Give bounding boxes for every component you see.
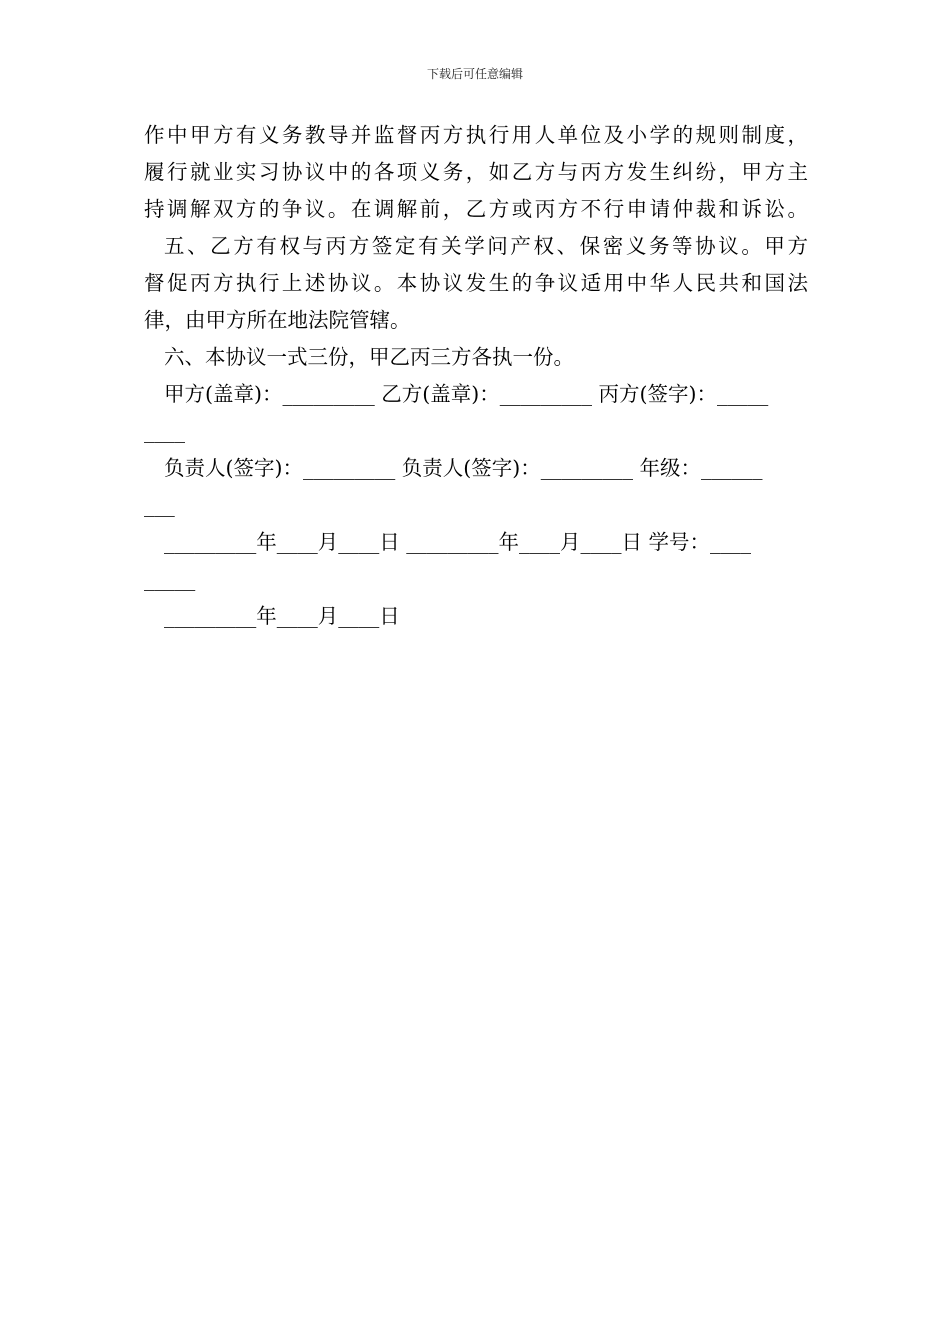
signature-line-party: 甲方(盖章)：_________ 乙方(盖章)：_________ 丙方(签字)：_____	[164, 382, 769, 406]
paragraph-line: 督促丙方执行上述协议。本协议发生的争议适用中华人民共和国法	[144, 271, 808, 295]
paragraph-line: 五、乙方有权与丙方签定有关学问产权、保密义务等协议。甲方	[164, 234, 808, 258]
paragraph-line: 律，由甲方所在地法院管辖。	[144, 308, 411, 332]
signature-line-responsible: 负责人(签字)：_________ 负责人(签字)：_________ 年级：______	[164, 456, 763, 480]
signature-line-wrap: _____	[144, 567, 196, 591]
document-body	[144, 117, 808, 635]
page-header: 下载后可任意编辑	[426, 67, 523, 81]
paragraph-line: 履行就业实习协议中的各项义务，如乙方与丙方发生纠纷，甲方主	[144, 160, 808, 184]
signature-line-wrap: ___	[144, 493, 175, 517]
paragraph-line: 六、本协议一式三份，甲乙丙三方各执一份。	[164, 345, 574, 369]
signature-line-date: _________年____月____日	[164, 604, 400, 628]
signature-line-wrap: ____	[144, 419, 185, 443]
paragraph-line: 作中甲方有义务教导并监督丙方执行用人单位及小学的规则制度，	[144, 123, 808, 147]
paragraph-line: 持调解双方的争议。在调解前，乙方或丙方不行申请仲裁和诉讼。	[144, 197, 808, 221]
signature-line-date: _________年____月____日 _________年____月____日 学号：____	[164, 530, 752, 554]
